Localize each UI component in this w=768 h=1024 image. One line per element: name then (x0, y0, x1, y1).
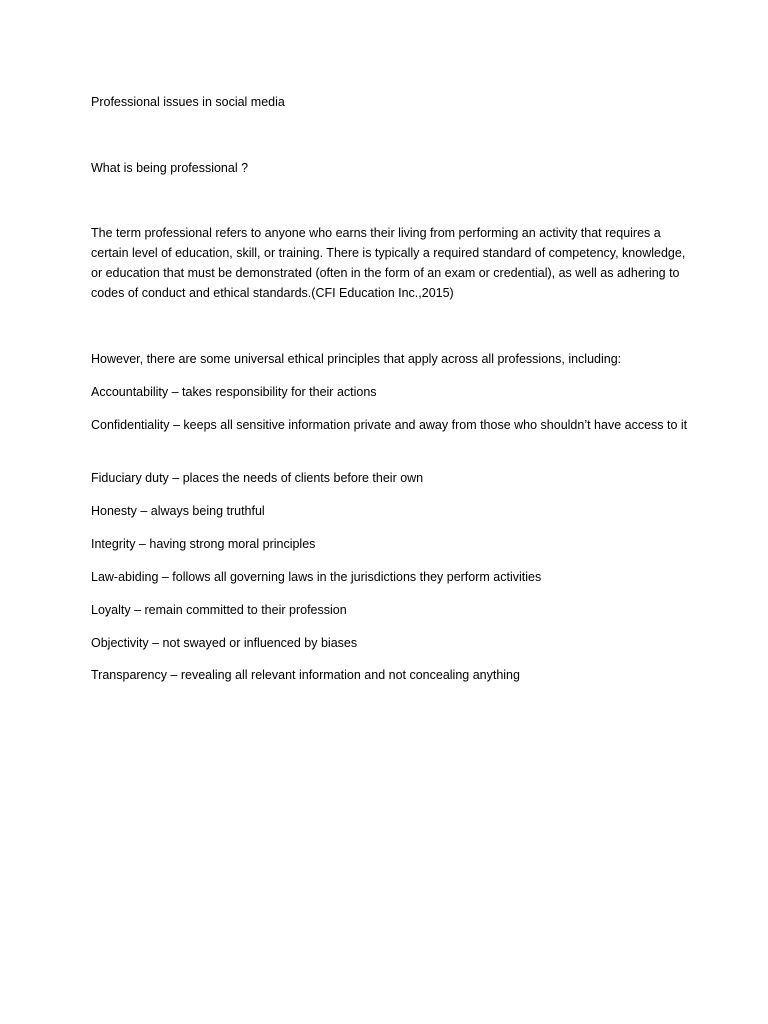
principles-intro: However, there are some universal ethical principles that apply across all professions, including: (91, 352, 622, 366)
principle-item: Law-abiding – follows all governing laws in the jurisdictions they perform activities (91, 570, 542, 584)
section-question: What is being professional ? (91, 161, 249, 175)
principle-item: Accountability – takes responsibility for their actions (91, 385, 377, 399)
principle-item: Loyalty – remain committed to their profession (91, 603, 347, 617)
principle-item: Integrity – having strong moral principles (91, 537, 316, 551)
principle-item: Transparency – revealing all relevant information and not concealing anything (91, 668, 520, 682)
principle-item: Objectivity – not swayed or influenced by biases (91, 636, 358, 650)
principle-item: Confidentiality – keeps all sensitive information private and away from those who shouldn’t have access to it (91, 418, 688, 432)
document-title: Professional issues in social media (91, 95, 285, 109)
principle-item: Honesty – always being truthful (91, 504, 265, 518)
definition-paragraph: The term professional refers to anyone who earns their living from performing an activity that requires a certain level of education, skill, or training. There is typically a required standard of competency, knowledge, or education that must be demonstrated (often in the form of an exam or credential), as well as adhering to codes of conduct and ethical standards.(CFI Education Inc.,2015) (91, 226, 686, 300)
principle-item: Fiduciary duty – places the needs of clients before their own (91, 471, 424, 485)
